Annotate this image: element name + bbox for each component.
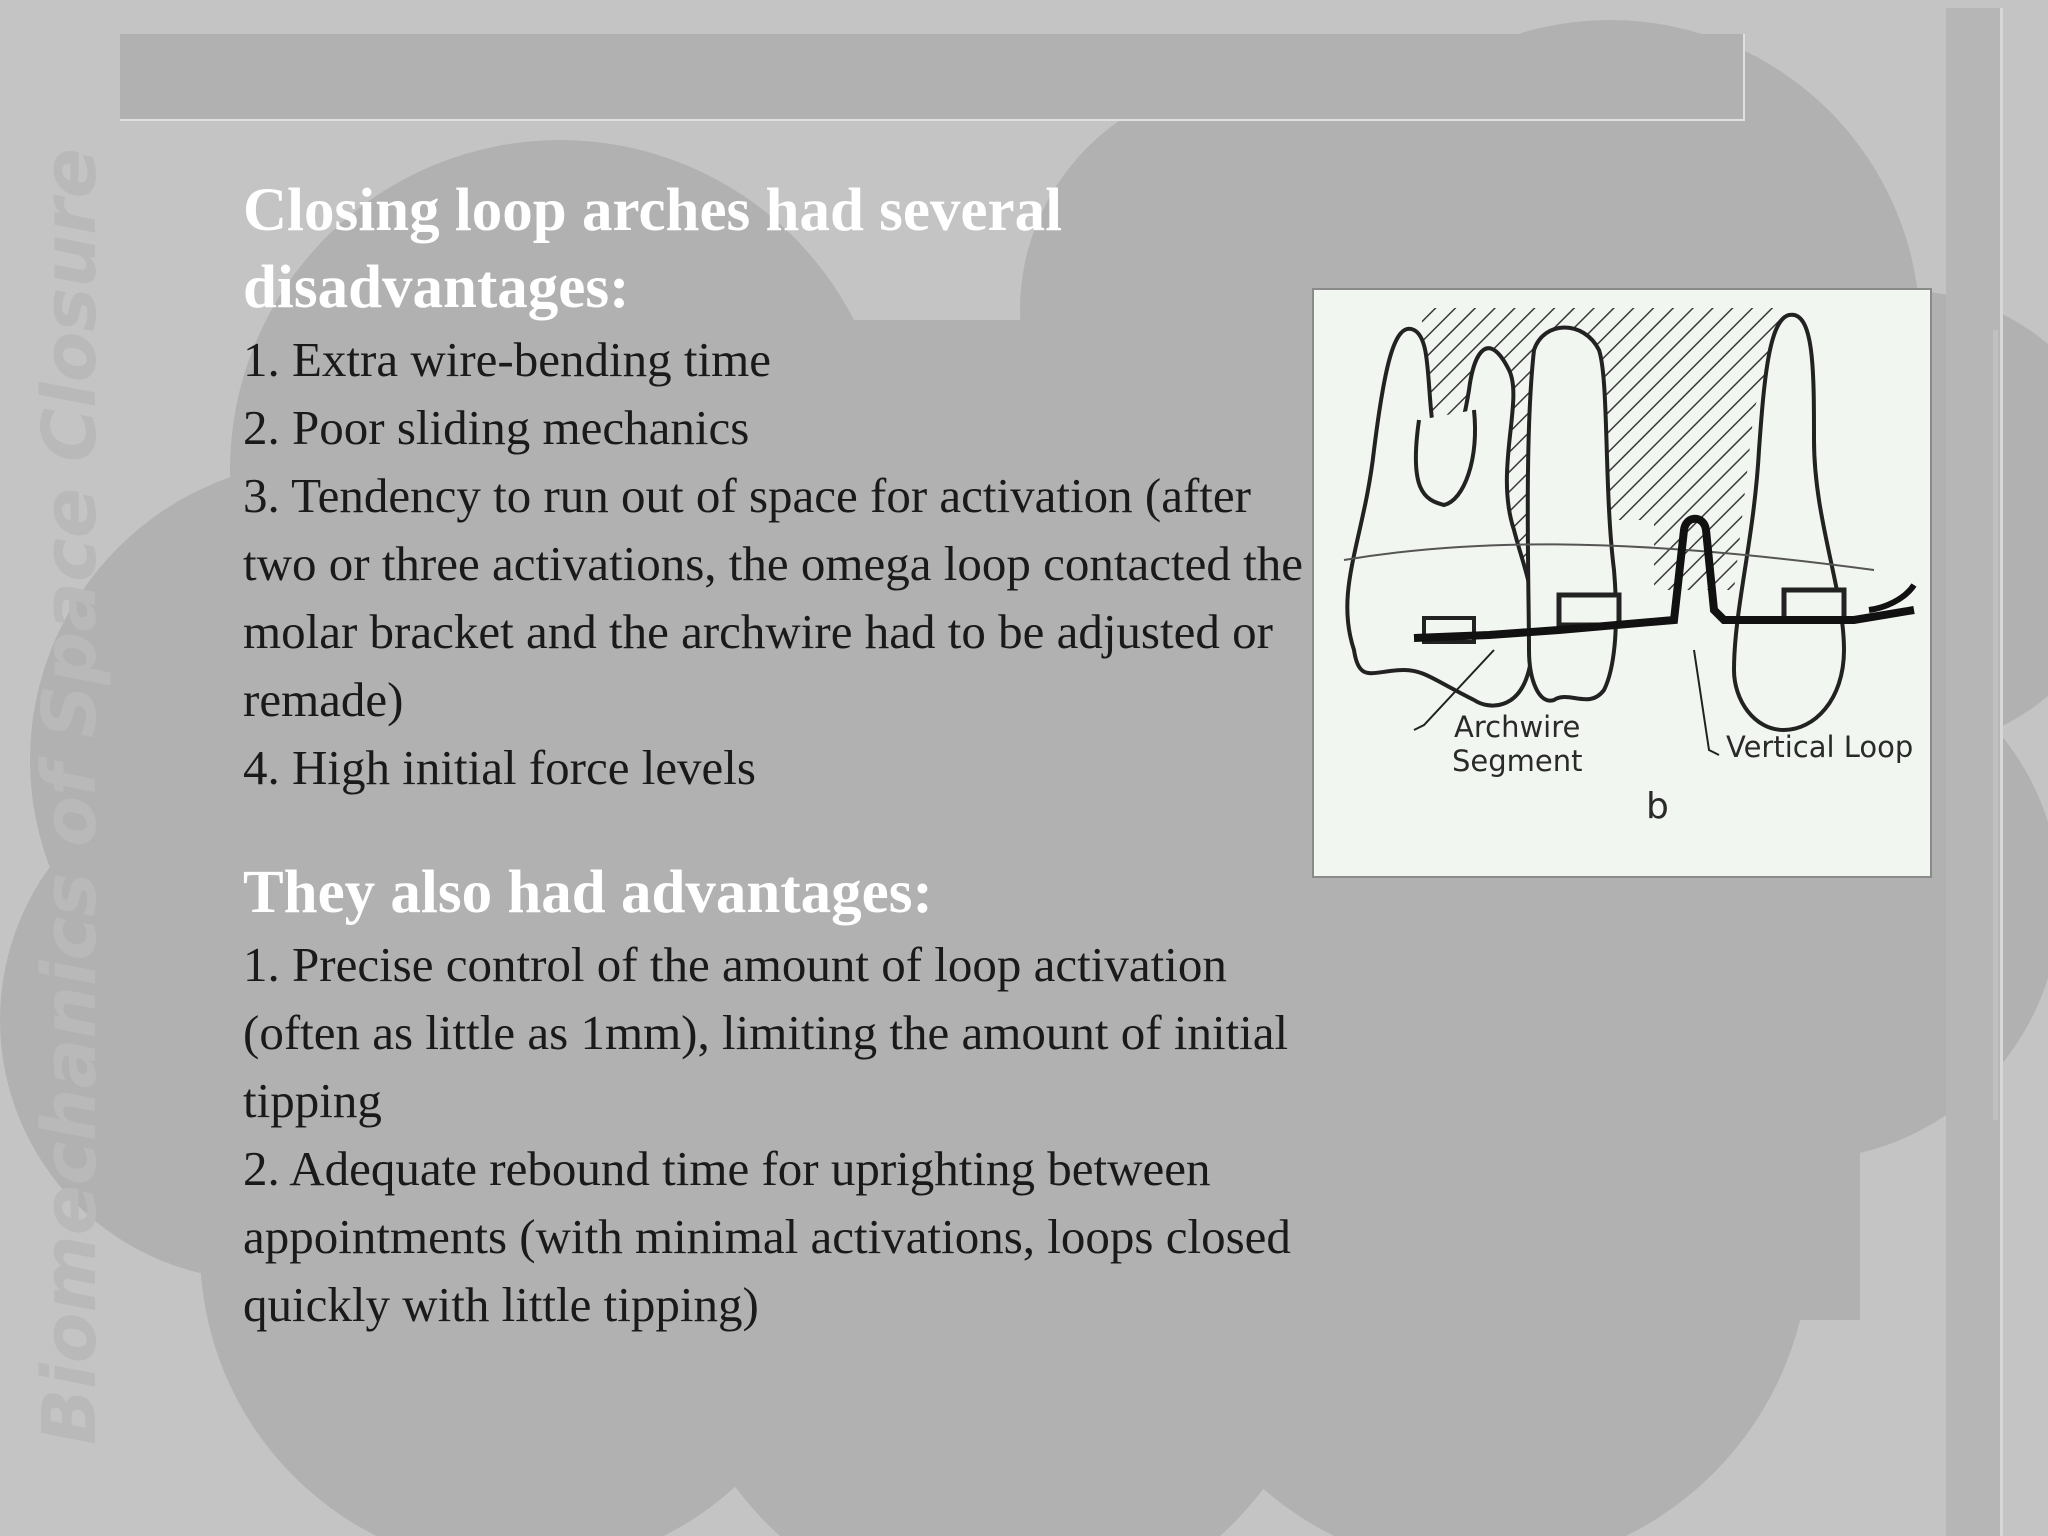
slide-content xyxy=(243,172,1303,1339)
disadvantage-item-4: 4. High initial force levels xyxy=(243,740,756,795)
section-spacer xyxy=(243,802,1303,854)
disadvantage-item-2: 2. Poor sliding mechanics xyxy=(243,400,750,455)
right-edge-strip-inner xyxy=(1993,330,1998,1120)
disadvantage-item-3: 3. Tendency to run out of space for activation (after two or three activations, the omega loop contacted the molar bracket and the archwire had to be adjusted or remade) xyxy=(243,468,1303,727)
advantage-item-2: 2. Adequate rebound time for uprighting between appointments (with minimal activations, loops closed quickly with little tipping) xyxy=(243,1141,1291,1332)
vertical-slide-title: Biomechanics of Space Closure xyxy=(27,148,113,1445)
teeth-diagram-drawing xyxy=(1314,290,1930,876)
vertical-loop-label: Vertical Loop xyxy=(1726,730,1914,764)
teeth-loop-diagram xyxy=(1312,288,1932,878)
advantage-item-1: 1. Precise control of the amount of loop activation (often as little as 1mm), limiting the amount of initial tipping xyxy=(243,937,1289,1128)
archwire-label-line2: Segment xyxy=(1452,744,1583,778)
advantages-heading: They also had advantages: xyxy=(243,859,933,926)
disadvantages-heading: Closing loop arches had several disadvantages: xyxy=(243,177,1063,321)
premolar-bracket xyxy=(1559,595,1619,625)
premolar-tooth xyxy=(1528,328,1616,701)
canine-bracket xyxy=(1784,590,1844,620)
archwire-label-line1: Archwire xyxy=(1454,710,1581,744)
disadvantage-item-1: 1. Extra wire-bending time xyxy=(243,332,771,387)
title-bar xyxy=(120,34,1745,121)
figure-letter-label: b xyxy=(1646,786,1669,827)
